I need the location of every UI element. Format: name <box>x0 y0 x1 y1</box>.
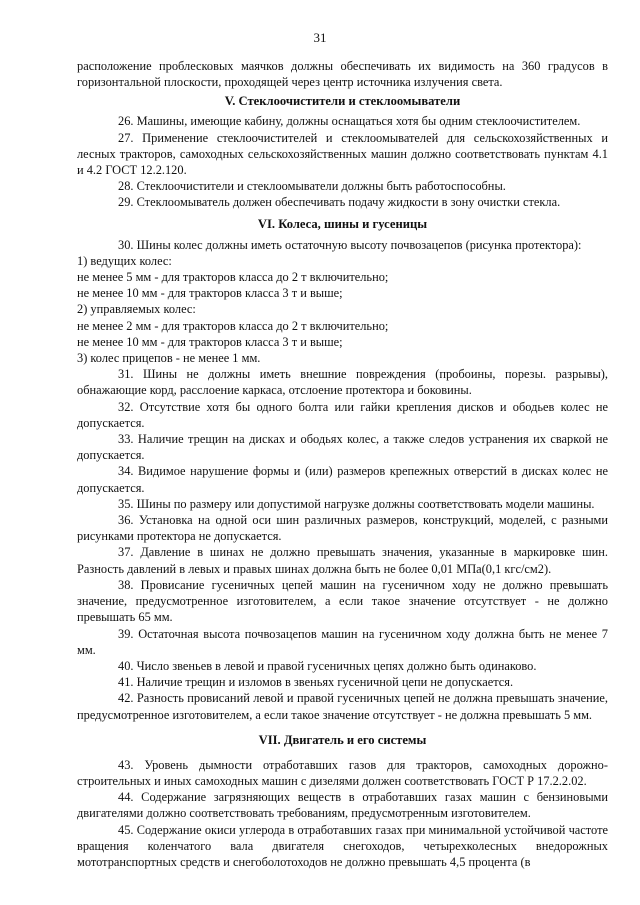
item-32: 32. Отсутствие хотя бы одного болта или гайки крепления дисков и ободьев колес не допускается. <box>77 399 608 430</box>
item-40: 40. Число звеньев в левой и правой гусеничных цепях должно быть одинаково. <box>118 658 537 673</box>
item-26: 26. Машины, имеющие кабину, должны оснащаться хотя бы одним стеклоочистителем. <box>118 114 581 129</box>
item-43: 43. Уровень дымности отработавших газов для тракторов, самоходных дорожно-строительных и иных самоходных машин с дизелями должен соответствовать ГОСТ Р 17.2.2.02. <box>77 757 608 788</box>
item-42: 42. Разность провисаний левой и правой гусеничных цепей не должна превышать значение, предусмотренное изготовителем, а если такое значение отсутствует - не должна превышать 5 мм. <box>77 691 608 722</box>
item-27: 27. Применение стеклоочистителей и стеклоомывателей для сельскохозяйственных и лесных тракторов, самоходных сельскохозяйственных машин должно соответствовать пунктам 4.1 и 4.2 ГОСТ 12.2.120. <box>77 130 608 178</box>
item-34: 34. Видимое нарушение формы и (или) размеров крепежных отверстий в дисках колес не допускается. <box>77 464 608 495</box>
item-29: 29. Стеклоомыватель должен обеспечивать подачу жидкости в зону очистки стекла. <box>118 195 561 210</box>
item-30-line: не менее 5 мм - для тракторов класса до 2 т включительно; <box>77 270 389 285</box>
item-30-line: не менее 2 мм - для тракторов класса до 2 т включительно; <box>77 318 389 333</box>
item-28: 28. Стеклоочистители и стеклоомыватели должны быть работоспособны. <box>118 179 506 194</box>
item-31: 31. Шины не должны иметь внешние повреждения (пробоины, порезы. разрывы), обнажающие корд, расслоение каркаса, отслоение протектора и боковины. <box>77 367 608 398</box>
section-6-heading: VI. Колеса, шины и гусеницы <box>257 216 428 231</box>
item-30-line: 2) управляемых колес: <box>77 302 196 317</box>
item-36: 36. Установка на одной оси шин различных размеров, конструкций, моделей, с разными рисунками протектора не допускается. <box>77 513 608 544</box>
item-35: 35. Шины по размеру или допустимой нагрузке должны соответствовать модели машины. <box>118 496 595 511</box>
intro-paragraph: расположение проблесковых маячков должны обеспечивать их видимость на 360 градусов в горизонтальной плоскости, проходящей через центр источника излучения света. <box>77 59 608 90</box>
page-content <box>77 58 608 870</box>
item-41: 41. Наличие трещин и изломов в звеньях гусеничной цепи не допускается. <box>118 675 514 690</box>
item-30-line: не менее 10 мм - для тракторов класса 3 т и выше; <box>77 286 343 301</box>
item-39: 39. Остаточная высота почвозацепов машин на гусеничном ходу должна быть не менее 7 мм. <box>77 626 608 657</box>
section-5-heading: V. Стеклоочистители и стеклоомыватели <box>224 94 461 109</box>
item-33: 33. Наличие трещин на дисках и ободьях колес, а также следов устранения их сваркой не допускается. <box>77 432 608 463</box>
item-30-line: не менее 10 мм - для тракторов класса 3 т и выше; <box>77 334 343 349</box>
item-30-line: 3) колес прицепов - не менее 1 мм. <box>77 351 261 366</box>
item-45: 45. Содержание окиси углерода в отработавших газах при минимальной устойчивой частоте вращения коленчатого вала двигателя снегоходов, четырехколесных внедорожных мототранспортных средств и снегоболотоходов не должно превышать 4,5 процента (в <box>77 822 608 869</box>
item-37: 37. Давление в шинах не должно превышать значения, указанные в маркировке шин. Разность давлений в левых и правых шинах должна быть не более 0,01 МПа(0,1 кгс/см2). <box>77 545 608 576</box>
item-38: 38. Провисание гусеничных цепей машин на гусеничном ходу не должно превышать значение, предусмотренное изготовителем, а если такое значение отсутствует - не должно превышать 65 мм. <box>77 577 608 625</box>
section-7-heading: VII. Двигатель и его системы <box>258 732 427 747</box>
item-30: 30. Шины колес должны иметь остаточную высоту почвозацепов (рисунка протектора): <box>118 237 582 252</box>
page-number: 31 <box>313 30 327 45</box>
item-30-line: 1) ведущих колес: <box>77 253 172 268</box>
item-44: 44. Содержание загрязняющих веществ в отработавших газах машин с бензиновыми двигателями должно соответствовать требованиям, предусмотренным изготовителем. <box>77 790 608 821</box>
